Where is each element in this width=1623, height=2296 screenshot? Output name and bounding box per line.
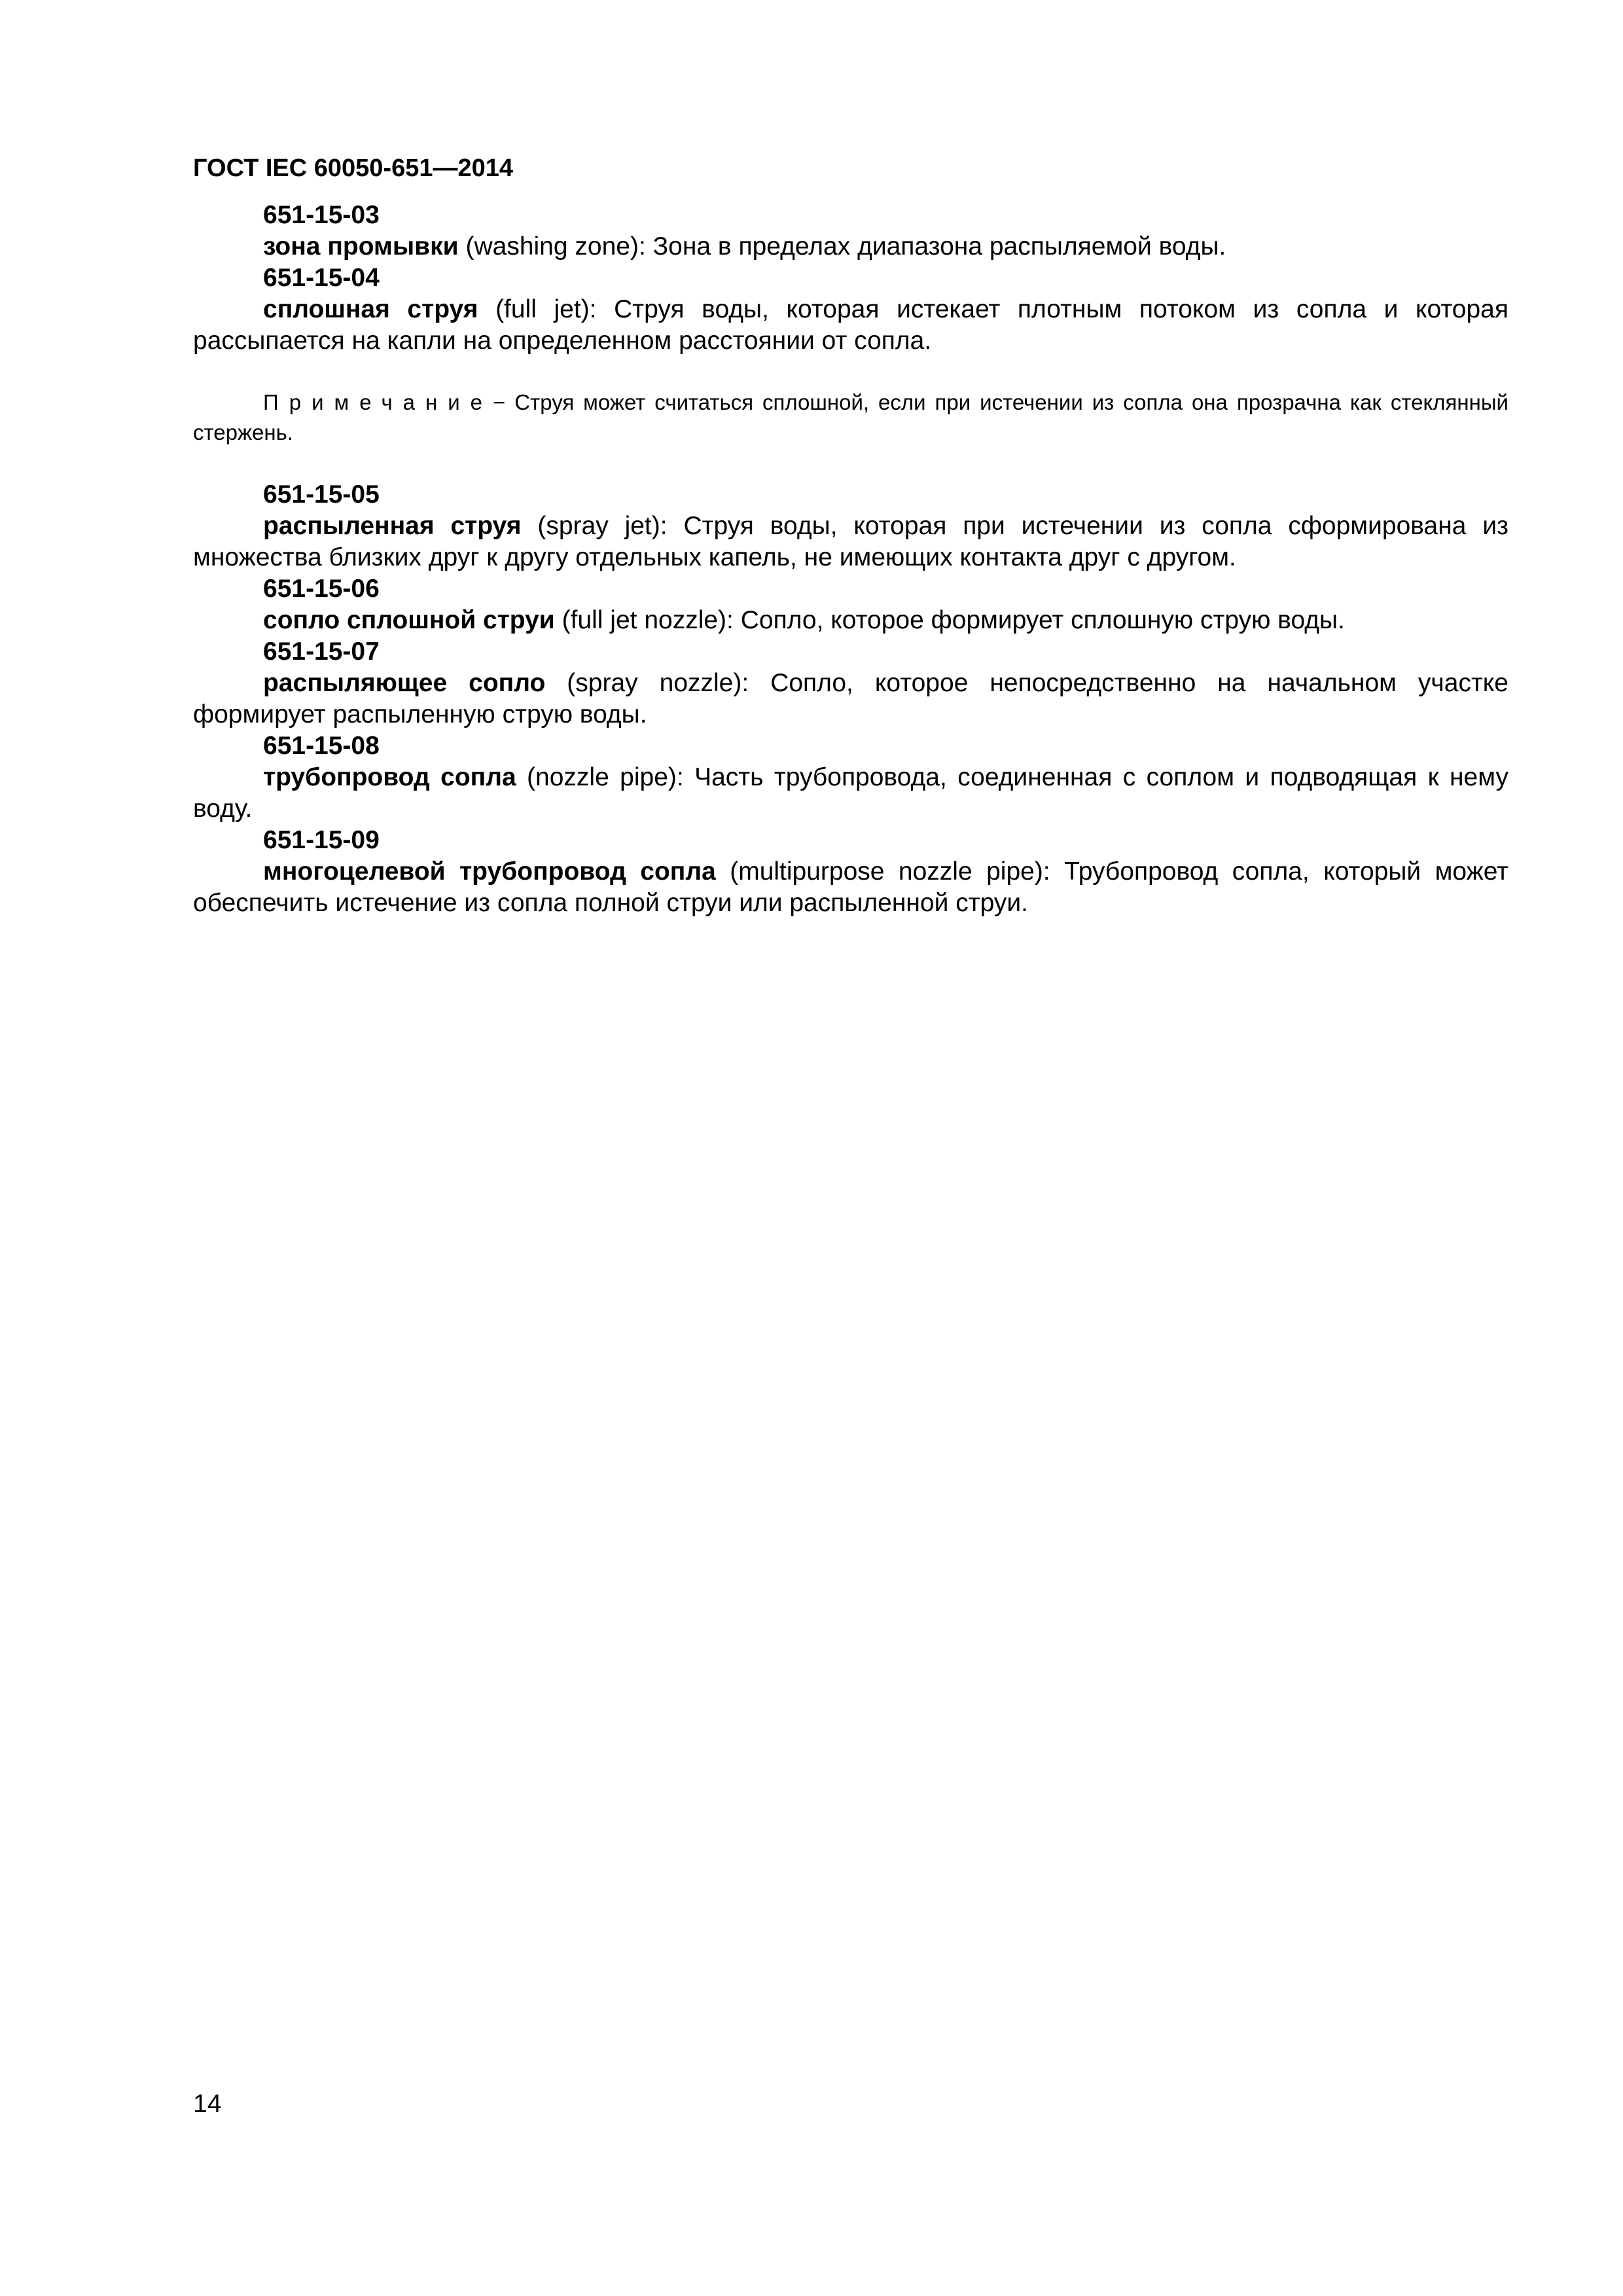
term-code: 651-15-05 xyxy=(263,480,380,509)
term-name: сопло сплошной струи xyxy=(263,606,555,634)
term-name: многоцелевой трубопровод сопла xyxy=(263,857,716,886)
term-english: (full jet nozzle): xyxy=(554,606,741,634)
note-dash: − xyxy=(493,390,515,414)
term-code: 651-15-07 xyxy=(263,637,380,666)
term-definition-text: Сопло, которое непосредственно на начальном участке формирует распыленную струю воды. xyxy=(193,669,1508,728)
term-name: распыленная струя xyxy=(263,512,522,540)
term-code: 651-15-09 xyxy=(263,826,380,854)
term-definition-text: Струя воды, которая истекает плотным потоком из сопла и которая рассыпается на капли на определенном расстоянии от сопла. xyxy=(193,295,1508,355)
term-definition-text: Часть трубопровода, соединенная с соплом и подводящая к нему воду. xyxy=(193,763,1509,823)
term-name: сплошная струя xyxy=(263,295,478,323)
term-english: (spray nozzle): xyxy=(545,669,771,697)
term-english: (washing zone): xyxy=(458,232,653,260)
term-english: (nozzle pipe): xyxy=(516,763,695,791)
term-definition-text: Сопло, которое формирует сплошную струю воды. xyxy=(740,606,1345,634)
term-name: распыляющее сопло xyxy=(263,669,546,697)
term-english: (full jet): xyxy=(478,295,615,323)
note-text: Струя может считаться сплошной, если при истечении из сопла она прозрачна как стеклянный стержень. xyxy=(193,390,1508,444)
term-definition xyxy=(193,511,1508,573)
term-definition xyxy=(193,605,1508,636)
term-definition xyxy=(193,231,1508,262)
page-number: 14 xyxy=(193,2090,222,2118)
term-definition-text: Зона в пределах диапазона распыляемой воды. xyxy=(652,232,1226,260)
note xyxy=(193,387,1508,448)
term-definition xyxy=(193,294,1508,357)
standard-designation: ГОСТ IEC 60050-651—2014 xyxy=(193,154,514,182)
term-code: 651-15-03 xyxy=(263,201,380,229)
term-english: (spray jet): xyxy=(521,512,684,540)
term-code: 651-15-04 xyxy=(263,264,380,292)
term-code: 651-15-06 xyxy=(263,575,380,603)
term-name: зона промывки xyxy=(263,232,459,260)
term-name: трубопровод сопла xyxy=(263,763,516,791)
term-definition xyxy=(193,668,1508,730)
term-definition-text: Струя воды, которая при истечении из сопла сформирована из множества близких друг к другу отдельных капель, не имеющих контакта друг с другом. xyxy=(193,512,1509,571)
term-definition xyxy=(193,856,1508,919)
term-definition xyxy=(193,762,1508,825)
terms-list xyxy=(193,200,1508,919)
note-label: Примечание xyxy=(263,390,493,414)
term-english: (multipurpose nozzle pipe): xyxy=(715,857,1065,886)
term-definition-text: Трубопровод сопла, который может обеспечить истечение из сопла полной струи или распыленной струи. xyxy=(193,857,1508,917)
term-code: 651-15-08 xyxy=(263,732,380,760)
